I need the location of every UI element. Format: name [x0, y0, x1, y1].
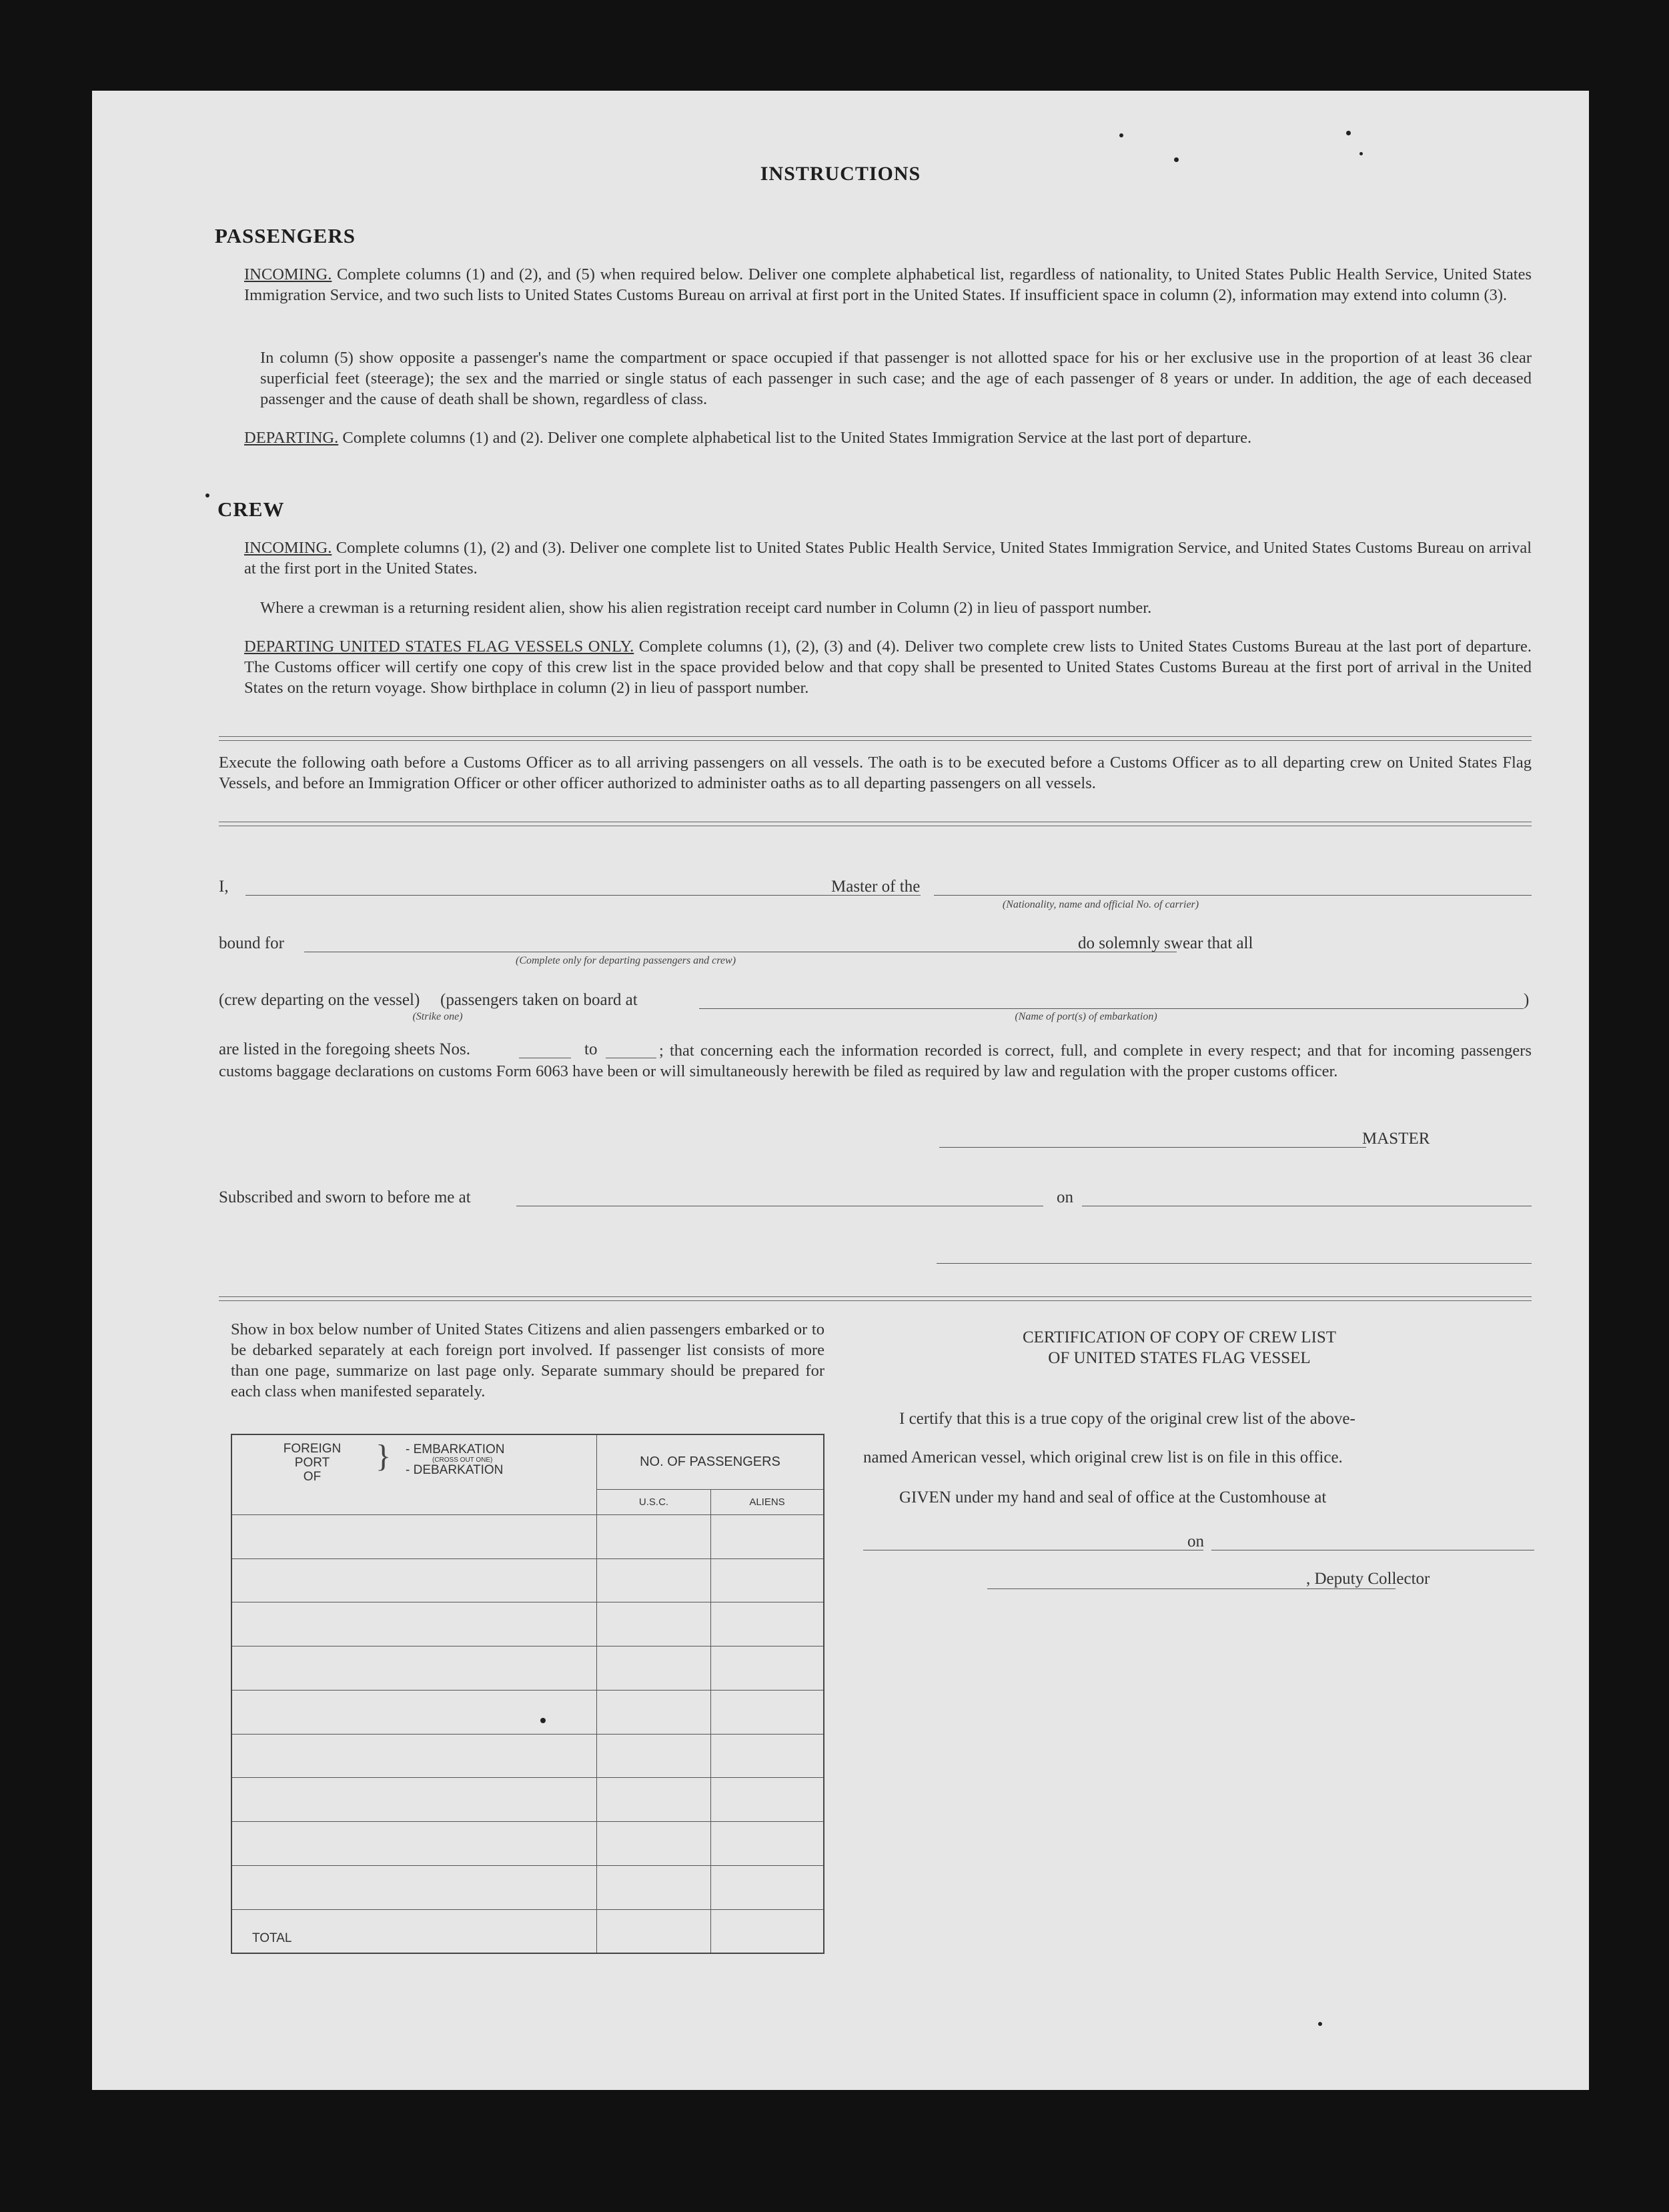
crew-incoming-paragraph — [244, 537, 1532, 579]
port-cell[interactable] — [231, 1602, 597, 1646]
sheets-to-label: to — [584, 1040, 598, 1058]
passengers-incoming-text: Complete columns (1) and (2), and (5) when required below. Deliver one complete alphabetical list, regardless of nationality, to United States Public Health Service, United States Immigration Service, and two such lists to United States Customs Bureau on arrival at first port in the United States. If insufficient space in column (2), information may extend into column (3). — [244, 265, 1532, 304]
crew-resident-paragraph: Where a crewman is a returning resident alien, show his alien registration receipt card number in Column (2) in lieu of passport number. — [260, 599, 1152, 617]
port-cell[interactable] — [231, 1515, 597, 1559]
certification-line2: named American vessel, which original crew list is on file in this office. — [863, 1448, 1343, 1466]
aliens-cell[interactable] — [711, 1778, 824, 1822]
master-name-field[interactable] — [245, 895, 921, 896]
aliens-cell[interactable] — [711, 1822, 824, 1866]
divider-double — [219, 1296, 1532, 1301]
certification-on-label: on — [1187, 1532, 1204, 1550]
passengers-incoming-paragraph — [244, 264, 1532, 305]
embarkation-option[interactable]: - EMBARKATION — [406, 1442, 505, 1456]
aliens-cell[interactable] — [711, 1558, 824, 1602]
debarkation-option[interactable]: - DEBARKATION — [406, 1463, 504, 1477]
aliens-cell[interactable] — [711, 1734, 824, 1778]
aliens-cell[interactable] — [711, 1865, 824, 1909]
usc-cell[interactable] — [597, 1865, 711, 1909]
oath-instruction: Execute the following oath before a Customs Officer as to all arriving passengers on all vessels. The oath is to be executed before a Customs Officer as to all departing crew on United States Flag Vessels, and before an Immigration Officer or other officer authorized to administer oaths as to all departing passengers on all vessels. — [219, 754, 1532, 792]
crew-heading: CREW — [217, 497, 285, 521]
oath-i-label: I, — [219, 878, 229, 896]
usc-cell[interactable] — [597, 1602, 711, 1646]
usc-cell[interactable] — [597, 1734, 711, 1778]
cross-out-hint: (CROSS OUT ONE) — [432, 1456, 493, 1464]
sheets-start-label: are listed in the foregoing sheets Nos. — [219, 1040, 470, 1058]
master-signature-field[interactable] — [939, 1147, 1366, 1148]
total-aliens-cell[interactable] — [711, 1909, 824, 1953]
page-title: INSTRUCTIONS — [760, 163, 921, 185]
certification-line1: I certify that this is a true copy of the original crew list of the above- — [899, 1410, 1355, 1428]
deputy-collector-signature-field[interactable] — [987, 1588, 1396, 1589]
ports-hint: (Name of port(s) of embarkation) — [1015, 1011, 1157, 1022]
brace-icon: } — [376, 1438, 392, 1474]
passengers-heading: PASSENGERS — [215, 224, 356, 247]
crew-departing-option[interactable]: (crew departing on the vessel) — [219, 991, 420, 1009]
total-label: TOTAL — [231, 1909, 597, 1953]
passenger-summary-table — [231, 1434, 824, 1954]
aliens-cell[interactable] — [711, 1690, 824, 1734]
certification-title — [893, 1327, 1466, 1368]
port-label: PORT — [294, 1456, 330, 1470]
scan-speck — [1174, 157, 1179, 162]
scan-speck — [1346, 131, 1351, 135]
bound-for-label: bound for — [219, 934, 284, 952]
aliens-cell[interactable] — [711, 1515, 824, 1559]
officer-signature-field[interactable] — [937, 1263, 1532, 1264]
master-label: MASTER — [1362, 1130, 1430, 1148]
crew-incoming-text: Complete columns (1), (2) and (3). Deliver one complete list to United States Public Health Service, United States Immigration Service, and United States Customs Bureau on arrival at the first port in the United States. — [244, 539, 1532, 578]
port-cell[interactable] — [231, 1865, 597, 1909]
no-passengers-header: NO. OF PASSENGERS — [597, 1434, 824, 1489]
summary-instruction: Show in box below number of United States Citizens and alien passengers embarked or to be debarked separately at each foreign port involved. If passenger list consists of more than one page, summarize on last page only. Separate summary should be prepared for each class when manifested separately. — [231, 1320, 824, 1400]
scan-speck — [1318, 2022, 1322, 2026]
port-cell[interactable] — [231, 1646, 597, 1691]
usc-cell[interactable] — [597, 1690, 711, 1734]
close-paren: ) — [1524, 991, 1530, 1009]
of-label: OF — [303, 1470, 322, 1484]
port-cell[interactable] — [231, 1822, 597, 1866]
divider-double — [219, 736, 1532, 741]
usc-cell[interactable] — [597, 1515, 711, 1559]
passengers-column5-paragraph: In column (5) show opposite a passenger's name the compartment or space occupied if that passenger is not allotted space for his or her exclusive use in the proportion of at least 36 clear superficial feet (steerage); the sex and the married or single status of each passenger in such case; and the age of each passenger of 8 years or under. In addition, the age of each deceased passenger and the cause of death shall be shown, regardless of class. — [260, 349, 1532, 408]
form-page — [92, 91, 1589, 2090]
crew-incoming-lead: INCOMING. — [244, 539, 332, 557]
port-cell[interactable] — [231, 1558, 597, 1602]
port-cell[interactable] — [231, 1690, 597, 1734]
divider-double — [219, 822, 1532, 826]
swear-label: do solemnly swear that all — [1078, 934, 1253, 952]
scan-speck — [1119, 133, 1123, 137]
passengers-departing-lead: DEPARTING. — [244, 429, 339, 447]
nationality-hint: (Nationality, name and official No. of carrier) — [1002, 899, 1199, 910]
passengers-incoming-lead: INCOMING. — [244, 265, 332, 283]
certification-title-line1: CERTIFICATION OF COPY OF CREW LIST — [1022, 1328, 1337, 1346]
usc-cell[interactable] — [597, 1778, 711, 1822]
crew-flag-paragraph — [244, 636, 1532, 698]
carrier-field[interactable] — [934, 895, 1532, 896]
passengers-taken-option[interactable]: (passengers taken on board at — [440, 991, 638, 1009]
crew-flag-text: Complete columns (1), (2), (3) and (4). Deliver two complete crew lists to United States Customs Bureau at the last port of departure. The Customs officer will certify one copy of this crew list in the space provided below and that copy shall be presented to United States Customs Bureau at the first port of arrival in the United States on the return voyage. Show birthplace in column (2) in lieu of passport number. — [244, 638, 1532, 697]
certification-title-line2: OF UNITED STATES FLAG VESSEL — [1048, 1349, 1311, 1367]
deputy-collector-label: , Deputy Collector — [1306, 1570, 1430, 1588]
embarkation-ports-field[interactable] — [699, 1008, 1524, 1009]
usc-cell[interactable] — [597, 1558, 711, 1602]
passengers-departing-paragraph — [244, 427, 1532, 448]
port-cell[interactable] — [231, 1734, 597, 1778]
aliens-cell[interactable] — [711, 1646, 824, 1691]
passengers-departing-text: Complete columns (1) and (2). Deliver one complete alphabetical list to the United States Immigration Service at the last port of departure. — [342, 429, 1252, 447]
master-of-label: Master of the — [831, 878, 921, 896]
certification-line3: GIVEN under my hand and seal of office at the Customhouse at — [899, 1488, 1327, 1506]
aliens-cell[interactable] — [711, 1602, 824, 1646]
crew-flag-lead: DEPARTING UNITED STATES FLAG VESSELS ONLY. — [244, 638, 634, 656]
scan-speck — [540, 1718, 546, 1723]
bound-for-hint: (Complete only for departing passengers and crew) — [515, 955, 736, 966]
sworn-on-label: on — [1057, 1188, 1073, 1206]
total-usc-cell[interactable] — [597, 1909, 711, 1953]
aliens-header: ALIENS — [711, 1489, 824, 1514]
usc-cell[interactable] — [597, 1822, 711, 1866]
usc-header: U.S.C. — [597, 1489, 711, 1514]
foreign-label: FOREIGN — [283, 1442, 342, 1456]
port-cell[interactable] — [231, 1778, 597, 1822]
subscribed-label: Subscribed and sworn to before me at — [219, 1188, 471, 1206]
scan-speck — [205, 493, 209, 497]
scan-speck — [1359, 152, 1363, 155]
port-header-cell — [231, 1434, 597, 1515]
usc-cell[interactable] — [597, 1646, 711, 1691]
sheets-rest-text: ; that concerning each the information recorded is correct, full, and complete in every respect; and that for incoming passengers customs baggage declarations on customs Form 6063 have been or will simultaneously herewith be filed as required by law and regulation with the proper customs officer. — [219, 1042, 1532, 1080]
strike-one-hint: (Strike one) — [412, 1011, 463, 1022]
